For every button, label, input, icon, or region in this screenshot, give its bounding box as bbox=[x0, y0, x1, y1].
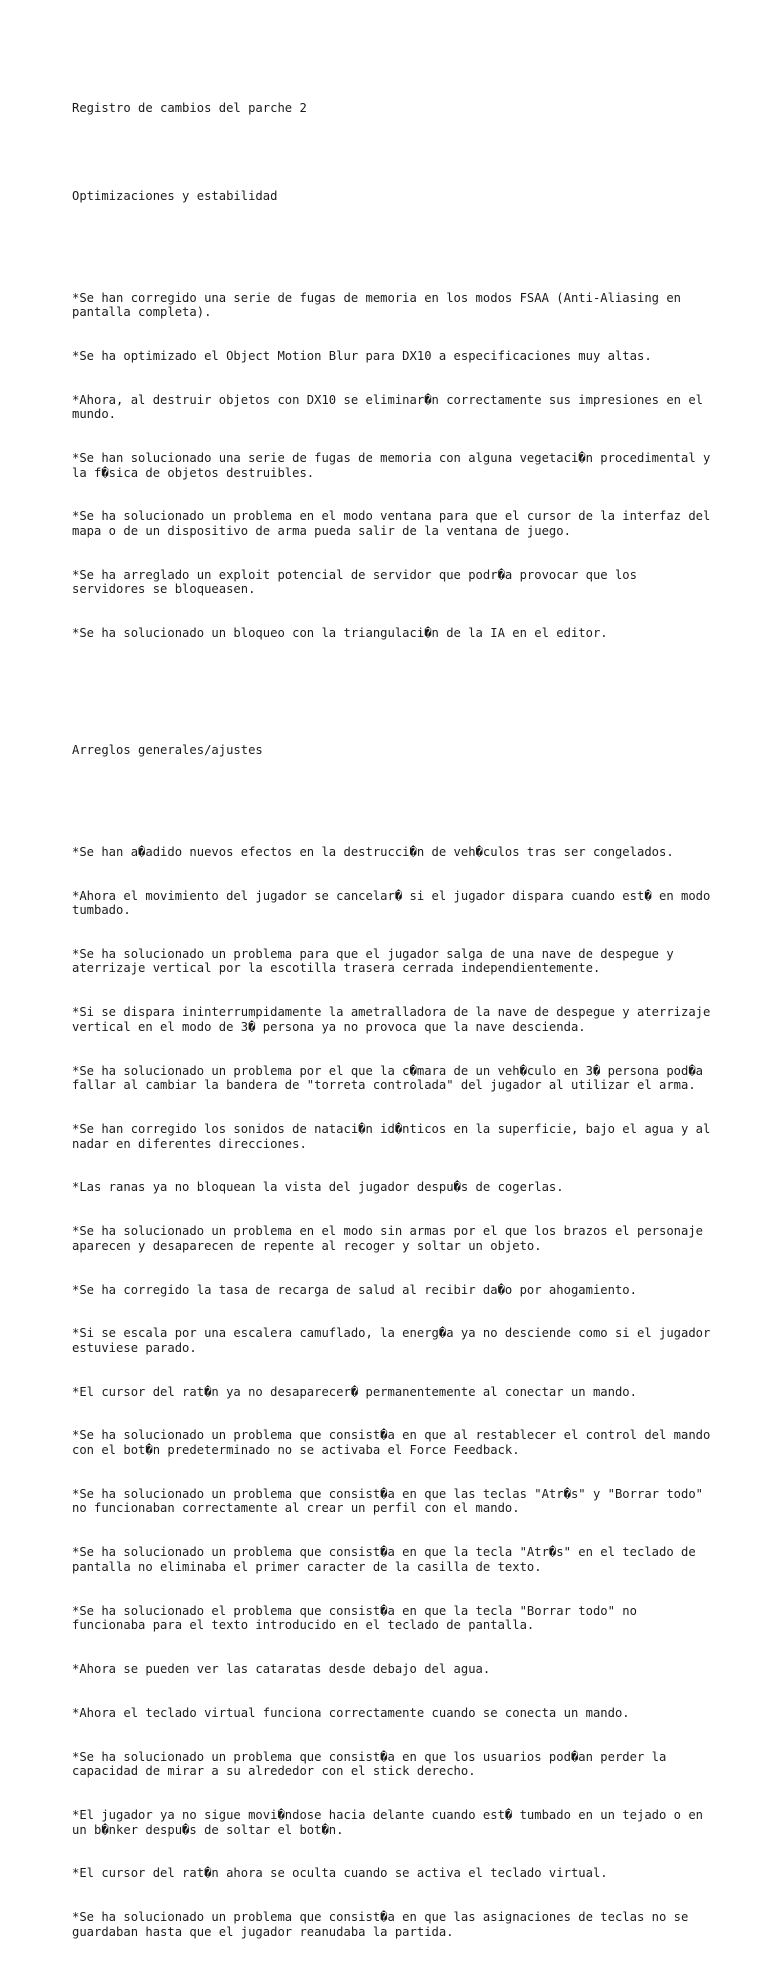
list-item: *Las ranas ya no bloquean la vista del jugador despu�s de cogerlas. bbox=[72, 1180, 564, 1195]
list-item: *Ahora el movimiento del jugador se cancelar� si el jugador dispara cuando est� en modo tumbado. bbox=[72, 888, 718, 918]
list-item: *El cursor del rat�n ya no desaparecer� permanentemente al conectar un mando. bbox=[72, 1384, 637, 1399]
list-item: *Si se escala por una escalera camuflado, la energ�a ya no desciende como si el jugador estuviese parado. bbox=[72, 1326, 718, 1355]
list-item: *Se ha solucionado un problema en el modo ventana para que el cursor de la interfaz del mapa o de un dispositivo de arma pueda salir de la ventana de juego. bbox=[72, 509, 718, 539]
list-item: *Se ha solucionado un problema que consist�a en que las teclas "Atr�s" y "Borrar todo" no funcionaban correctamente al crear un perfil con el mando. bbox=[72, 1486, 711, 1516]
list-item: *Se ha solucionado un problema que consist�a en que al restablecer el control del mando con el bot�n predeterminado no se activaba el Force Feedback. bbox=[72, 1428, 718, 1458]
list-item: *Se ha solucionado un problema que consist�a en que los usuarios pod�an perder la capacidad de mirar a su alrededor con el stick derecho. bbox=[72, 1749, 674, 1779]
document-page bbox=[72, 72, 718, 1983]
list-item: *Se ha solucionado un problema por el que la c�mara de un veh�culo en 3� persona pod�a fallar al cambiar la bandera de "torreta controlada" del jugador al utilizar el arma. bbox=[72, 1063, 711, 1093]
section-body-arreglos bbox=[72, 816, 718, 1969]
list-item: *El cursor del rat�n ahora se oculta cuando se activa el teclado virtual. bbox=[72, 1866, 608, 1881]
section-heading-arreglos: Arreglos generales/ajustes bbox=[72, 742, 263, 757]
list-item: *Se han solucionado una serie de fugas de memoria con alguna vegetaci�n procedimental y la f�sica de objetos destruibles. bbox=[72, 451, 718, 480]
list-item: *Ahora, al destruir objetos con DX10 se eliminar�n correctamente sus impresiones en el mundo. bbox=[72, 392, 711, 422]
list-item: *Se han a�adido nuevos efectos en la destrucci�n de veh�culos tras ser congelados. bbox=[72, 844, 674, 859]
list-item: *Ahora el teclado virtual funciona correctamente cuando se conecta un mando. bbox=[72, 1705, 630, 1720]
list-item: *Se han corregido los sonidos de nataci�n id�nticos en la superficie, bajo el agua y al nadar en diferentes direcciones. bbox=[72, 1122, 718, 1151]
section-heading-optimizaciones: Optimizaciones y estabilidad bbox=[72, 188, 278, 203]
list-item: *Ahora se pueden ver las cataratas desde debajo del agua. bbox=[72, 1661, 491, 1676]
list-item: *Se ha solucionado un problema en el modo sin armas por el que los brazos el personaje aparecen y desaparecen de repente al recoger y soltar un objeto. bbox=[72, 1224, 711, 1253]
section-body-optimizaciones bbox=[72, 261, 718, 670]
list-item: *Se ha arreglado un exploit potencial de servidor que podr�a provocar que los servidores se bloqueasen. bbox=[72, 567, 645, 597]
list-item: *Se ha solucionado el problema que consist�a en que la tecla "Borrar todo" no funcionaba para el texto introducido en el teclado de pantalla. bbox=[72, 1603, 645, 1633]
list-item: *Se ha solucionado un problema que consist�a en que la tecla "Atr�s" en el teclado de pantalla no eliminaba el primer caracter de la casilla de texto. bbox=[72, 1545, 704, 1574]
list-item: *Se ha corregido la tasa de recarga de salud al recibir da�o por ahogamiento. bbox=[72, 1282, 637, 1297]
list-item: *Se ha solucionado un problema que consist�a en que las asignaciones de teclas no se guardaban hasta que el jugador reanudaba la partida. bbox=[72, 1910, 696, 1939]
document-title: Registro de cambios del parche 2 bbox=[72, 101, 307, 116]
list-item: *Si se dispara ininterrumpidamente la ametralladora de la nave de despegue y aterrizaje vertical en el modo de 3� persona ya no provoca que la nave descienda. bbox=[72, 1005, 718, 1034]
list-item: *Se ha solucionado un problema para que el jugador salga de una nave de despegue y aterrizaje vertical por la escotilla trasera cerrada independientemente. bbox=[72, 946, 682, 976]
list-item: *El jugador ya no sigue movi�ndose hacia delante cuando est� tumbado en un tejado o en un b�nker despu�s de soltar el bot�n. bbox=[72, 1807, 711, 1837]
list-item: *Se han corregido una serie de fugas de memoria en los modos FSAA (Anti-Aliasing en pantalla completa). bbox=[72, 290, 689, 320]
list-item: *Se ha optimizado el Object Motion Blur para DX10 a especificaciones muy altas. bbox=[72, 348, 652, 363]
list-item: *Se ha solucionado un bloqueo con la triangulaci�n de la IA en el editor. bbox=[72, 626, 608, 641]
